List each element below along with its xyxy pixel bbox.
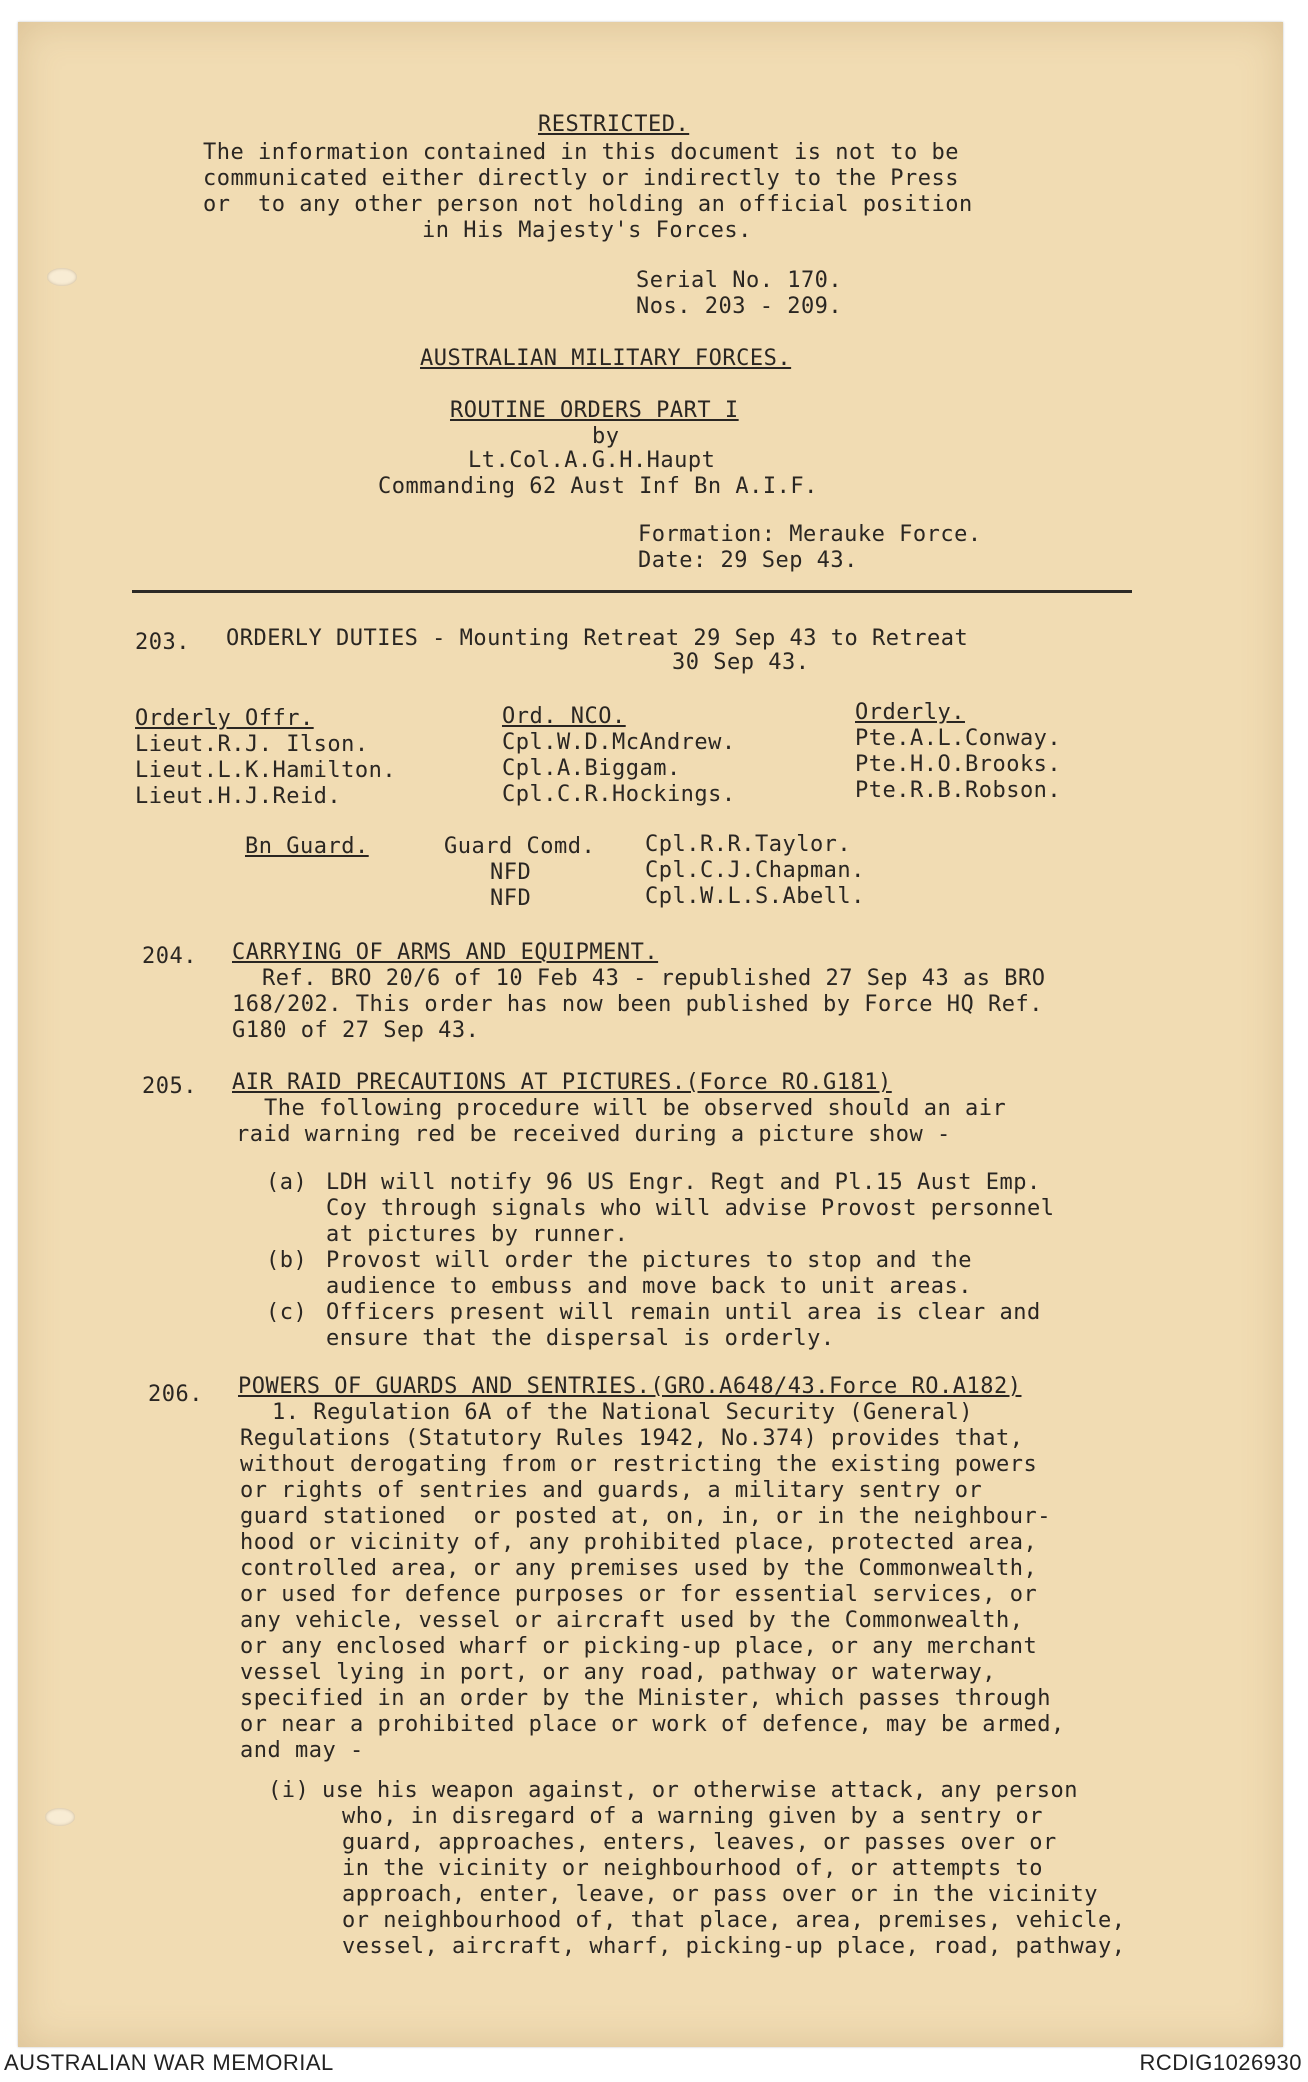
order-text: Ref. BRO 20/6 of 10 Feb 43 - republished 27 Sep 43 as BRO — [262, 966, 1046, 991]
order-number: 206. — [148, 1382, 203, 1407]
order-text: G180 of 27 Sep 43. — [232, 1018, 480, 1043]
order-text: hood or vicinity of, any prohibited place, protected area, — [240, 1530, 1038, 1555]
ord-nco: Cpl.W.D.McAndrew. — [502, 730, 736, 755]
guard-name: Cpl.W.L.S.Abell. — [645, 884, 865, 909]
order-text: 1. Regulation 6A of the National Security (General) — [272, 1400, 974, 1425]
order-title: POWERS OF GUARDS AND SENTRIES.(GRO.A648/43.Force RO.A182) — [238, 1374, 1022, 1399]
formation: Formation: Merauke Force. — [638, 522, 982, 547]
order-text: or any enclosed wharf or picking-up place, or any merchant — [240, 1634, 1038, 1659]
order-text: controlled area, or any premises used by the Commonwealth, — [240, 1556, 1038, 1581]
footer-source: AUSTRALIAN WAR MEMORIAL — [4, 2050, 334, 2075]
order-text: vessel lying in port, or any road, pathway or waterway, — [240, 1660, 996, 1685]
item-text: vessel, aircraft, wharf, picking-up place, road, pathway, — [342, 1934, 1126, 1959]
orderly: Pte.R.B.Robson. — [855, 778, 1062, 803]
item-text: Coy through signals who will advise Provost personnel — [326, 1196, 1055, 1221]
order-text: or rights of sentries and guards, a military sentry or — [240, 1478, 983, 1503]
col-head-orderly: Orderly. — [855, 700, 965, 725]
commander: Lt.Col.A.G.H.Haupt — [468, 448, 716, 473]
item-text: Officers present will remain until area is clear and — [326, 1300, 1041, 1325]
item-text: or neighbourhood of, that place, area, premises, vehicle, — [342, 1908, 1126, 1933]
item-label: (a) — [266, 1170, 308, 1195]
guard-role: NFD — [490, 860, 532, 885]
punch-hole — [45, 1808, 75, 1826]
order-text: any vehicle, vessel or aircraft used by the Commonwealth, — [240, 1608, 1024, 1633]
item-label: (c) — [266, 1300, 308, 1325]
restricted-title: RESTRICTED. — [538, 112, 690, 137]
item-text: LDH will notify 96 US Engr. Regt and Pl.15 Aust Emp. — [326, 1170, 1041, 1195]
col-head-ord-nco: Ord. NCO. — [502, 704, 626, 729]
order-number: 204. — [142, 944, 197, 969]
orderly-offr: Lieut.R.J. Ilson. — [135, 732, 369, 757]
guard-role: Guard Comd. — [444, 834, 596, 859]
order-title: ORDERLY DUTIES - Mounting Retreat 29 Sep 43 to Retreat — [226, 626, 969, 651]
order-title: CARRYING OF ARMS AND EQUIPMENT. — [232, 940, 659, 965]
order-text: and may - — [240, 1738, 364, 1763]
item-text: guard, approaches, enters, leaves, or passes over or — [342, 1830, 1057, 1855]
date: Date: 29 Sep 43. — [638, 548, 858, 573]
restricted-line: in His Majesty's Forces. — [422, 218, 752, 243]
orderly-offr: Lieut.L.K.Hamilton. — [135, 758, 397, 783]
bn-guard-head: Bn Guard. — [245, 834, 369, 859]
ord-nco: Cpl.C.R.Hockings. — [502, 782, 736, 807]
item-text: ensure that the dispersal is orderly. — [326, 1326, 835, 1351]
order-number: 205. — [142, 1074, 197, 1099]
order-text: without derogating from or restricting the existing powers — [240, 1452, 1038, 1477]
item-text: audience to embuss and move back to unit areas. — [326, 1274, 973, 1299]
order-title-cont: 30 Sep 43. — [672, 650, 810, 675]
guard-role: NFD — [490, 886, 532, 911]
item-label: (i) — [268, 1778, 310, 1803]
item-text: who, in disregard of a warning given by a sentry or — [342, 1804, 1044, 1829]
order-title: AIR RAID PRECAUTIONS AT PICTURES.(Force RO.G181) — [232, 1070, 892, 1095]
serial-number: Serial No. 170. — [636, 268, 843, 293]
order-text: or near a prohibited place or work of defence, may be armed, — [240, 1712, 1065, 1737]
order-text: raid warning red be received during a picture show - — [236, 1122, 951, 1147]
item-label: (b) — [266, 1248, 308, 1273]
order-text: guard stationed or posted at, on, in, or in the neighbour- — [240, 1504, 1051, 1529]
document-page — [18, 22, 1283, 2047]
item-text: in the vicinity or neighbourhood of, or attempts to — [342, 1856, 1044, 1881]
footer-id: RCDIG1026930 — [1139, 2050, 1302, 2075]
by-label: by — [592, 424, 620, 449]
guard-name: Cpl.C.J.Chapman. — [645, 858, 865, 883]
order-numbers: Nos. 203 - 209. — [636, 294, 843, 319]
orderly: Pte.H.O.Brooks. — [855, 752, 1062, 777]
divider — [132, 590, 1132, 593]
order-text: or used for defence purposes or for essential services, or — [240, 1582, 1038, 1607]
restricted-line: The information contained in this document is not to be — [203, 140, 959, 165]
order-number: 203. — [135, 630, 190, 655]
order-text: 168/202. This order has now been published by Force HQ Ref. — [232, 992, 1043, 1017]
order-text: The following procedure will be observed should an air — [264, 1096, 1007, 1121]
commanding: Commanding 62 Aust Inf Bn A.I.F. — [378, 474, 818, 499]
punch-hole — [47, 268, 77, 286]
col-head-orderly-offr: Orderly Offr. — [135, 706, 314, 731]
item-text: use his weapon against, or otherwise attack, any person — [322, 1778, 1078, 1803]
item-text: approach, enter, leave, or pass over or in the vicinity — [342, 1882, 1098, 1907]
item-text: at pictures by runner. — [326, 1222, 629, 1247]
ord-nco: Cpl.A.Biggam. — [502, 756, 681, 781]
item-text: Provost will order the pictures to stop and the — [326, 1248, 973, 1273]
orderly: Pte.A.L.Conway. — [855, 726, 1062, 751]
guard-name: Cpl.R.R.Taylor. — [645, 832, 852, 857]
orders-title: ROUTINE ORDERS PART I — [450, 398, 739, 423]
order-text: specified in an order by the Minister, which passes through — [240, 1686, 1051, 1711]
restricted-line: or to any other person not holding an official position — [203, 192, 973, 217]
orderly-offr: Lieut.H.J.Reid. — [135, 784, 342, 809]
restricted-line: communicated either directly or indirectly to the Press — [203, 166, 959, 191]
force-title: AUSTRALIAN MILITARY FORCES. — [420, 346, 792, 371]
order-text: Regulations (Statutory Rules 1942, No.374) provides that, — [240, 1426, 1024, 1451]
